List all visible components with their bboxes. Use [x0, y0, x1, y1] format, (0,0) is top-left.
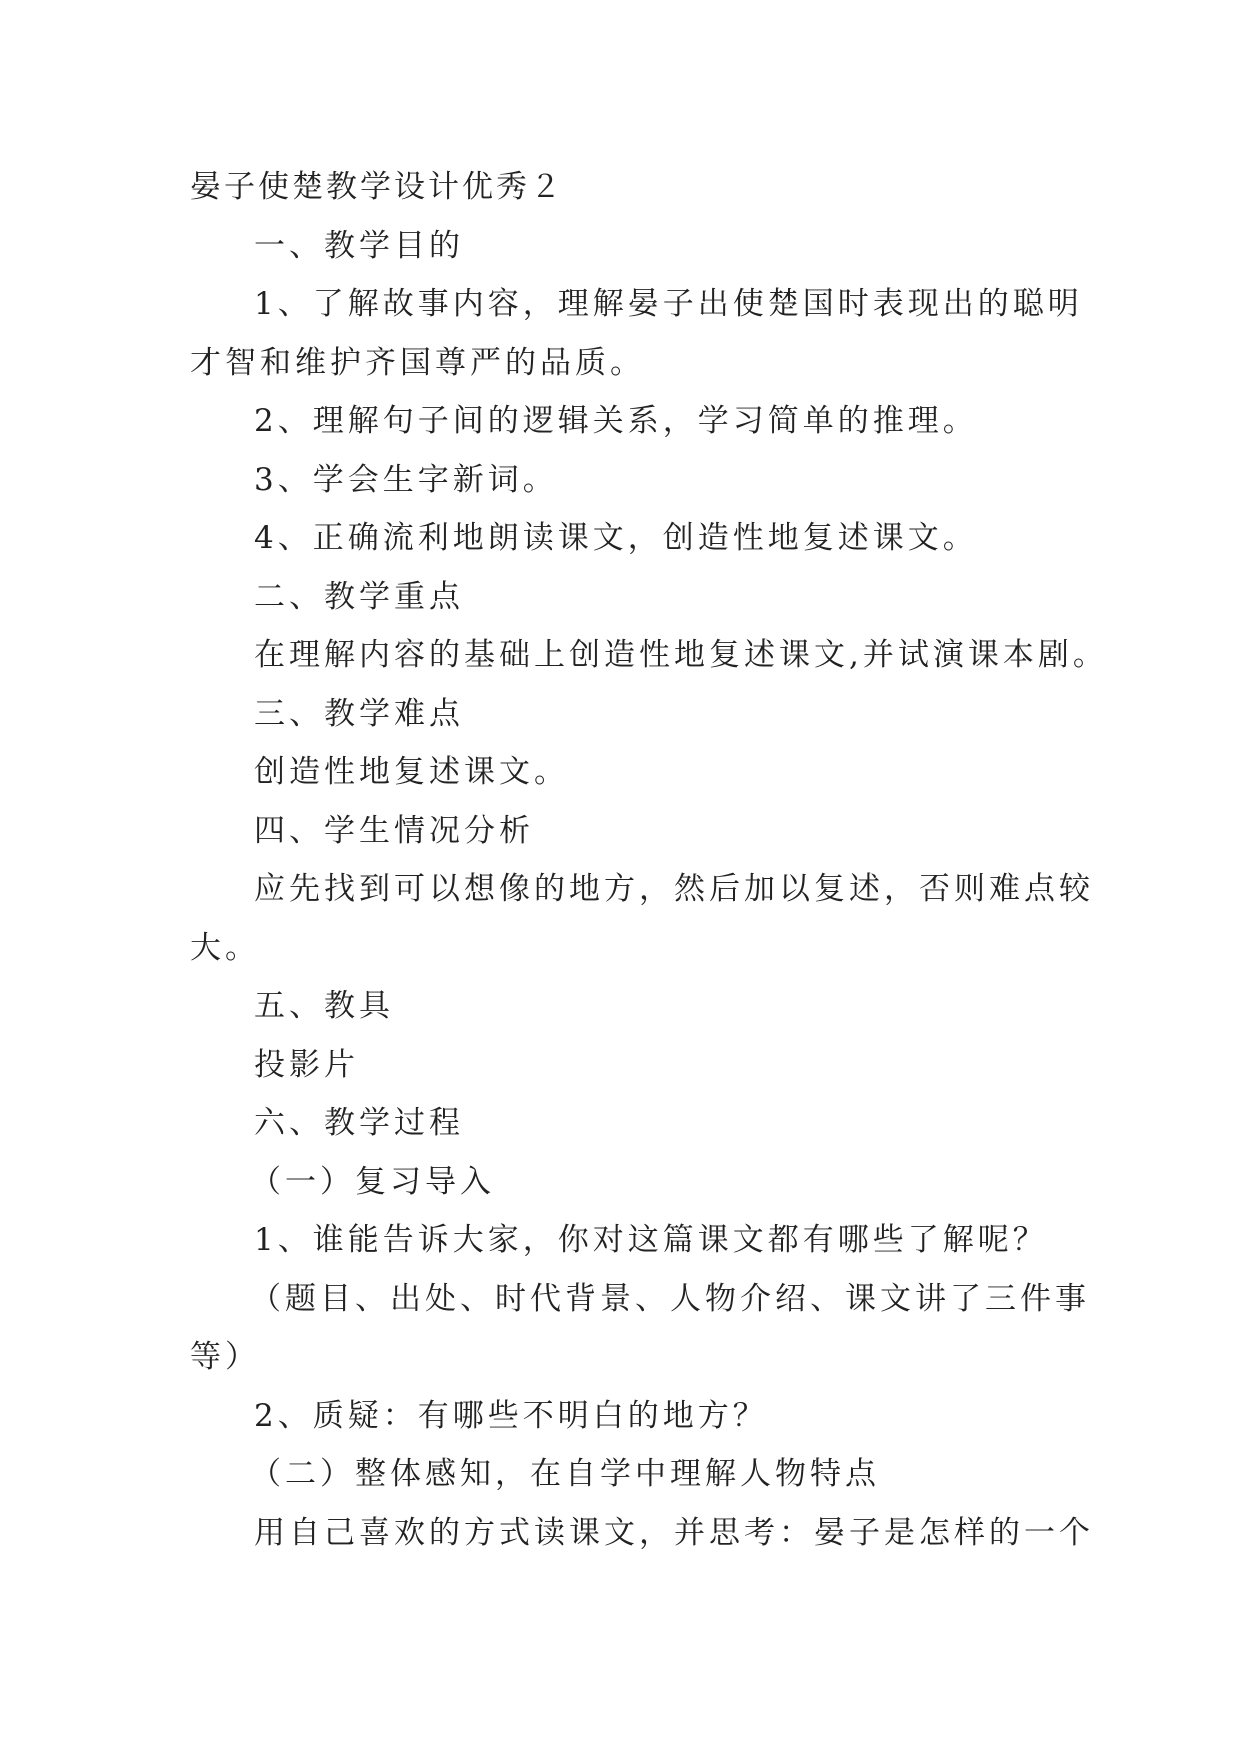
subsection-review: （一）复习导入	[250, 1163, 495, 1200]
document-body	[190, 158, 1108, 1562]
section-heading-student-analysis: 四、学生情况分析	[254, 812, 534, 849]
section-heading-objectives: 一、教学目的	[254, 227, 464, 264]
objective-1: 1、了解故事内容，理解晏子出使楚国时表现出的聪明	[254, 286, 1083, 322]
objective-1-continued: 才智和维护齐国尊严的品质。	[190, 344, 645, 381]
review-question-2: 2、质疑：有哪些不明白的地方？	[254, 1397, 768, 1434]
objective-4: 4、正确流利地朗读课文，创造性地复述课文。	[254, 520, 978, 556]
key-points-text: 在理解内容的基础上创造性地复述课文,并试演课本剧。	[254, 637, 1108, 673]
subsection-overall-perception: （二）整体感知，在自学中理解人物特点	[250, 1456, 880, 1492]
document-title: 晏子使楚教学设计优秀２	[190, 169, 564, 205]
student-analysis-continued: 大。	[190, 929, 260, 966]
section-heading-teaching-aids: 五、教具	[254, 988, 394, 1024]
review-hint: （题目、出处、时代背景、人物介绍、课文讲了三件事	[250, 1280, 1090, 1317]
objective-3: 3、学会生字新词。	[254, 461, 558, 498]
teaching-aids-text: 投影片	[254, 1046, 359, 1083]
overall-perception-text: 用自己喜欢的方式读课文，并思考：晏子是怎样的一个	[254, 1514, 1094, 1551]
review-hint-continued: 等）	[190, 1339, 260, 1375]
section-heading-key-points: 二、教学重点	[254, 578, 464, 615]
student-analysis-text: 应先找到可以想像的地方，然后加以复述，否则难点较	[254, 871, 1094, 907]
section-heading-process: 六、教学过程	[254, 1105, 464, 1141]
review-question-1: 1、谁能告诉大家，你对这篇课文都有哪些了解呢？	[254, 1222, 1048, 1258]
objective-2: 2、理解句子间的逻辑关系，学习简单的推理。	[254, 403, 978, 439]
section-heading-difficulties: 三、教学难点	[254, 695, 464, 732]
difficulties-text: 创造性地复述课文。	[254, 754, 569, 790]
